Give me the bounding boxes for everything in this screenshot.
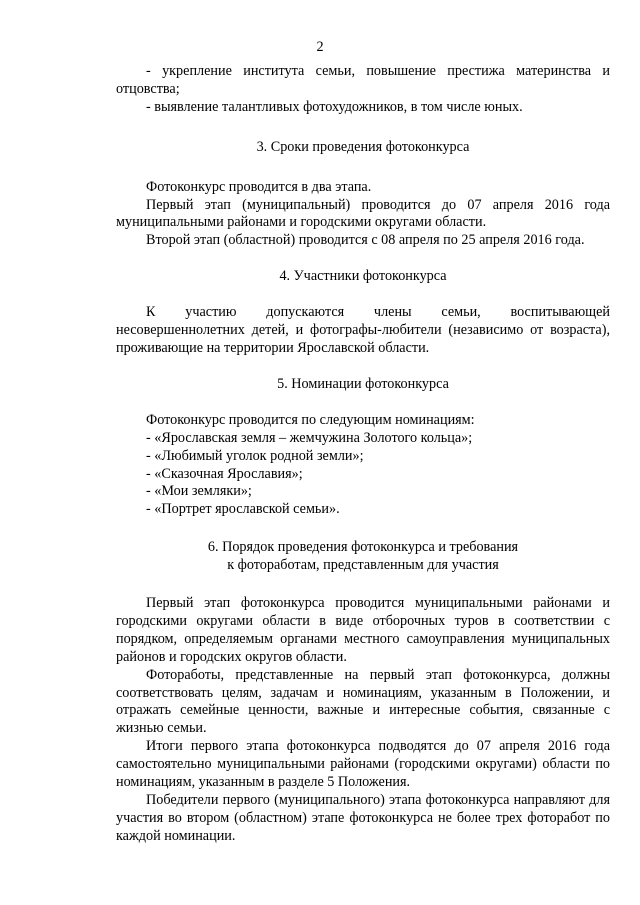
goal-item-family-institute: - укрепление института семьи, повышение престижа материнства и отцовства; [116, 63, 610, 97]
nomination-item: - «Мои земляки»; [146, 483, 252, 500]
section-3-paragraph-2: Первый этап (муниципальный) проводится до 07 апреля 2016 года муниципальными районами и городскими округами области. [116, 196, 610, 231]
page-number: 2 [316, 39, 324, 55]
section-6-heading-line-2: к фотоработам, представленным для участия [227, 557, 499, 574]
section-6-paragraph-2: Фотоработы, представленные на первый этап фотоконкурса, должны соответствовать целям, задачам и номинациям, указанным в Положении, и отражать семейные ценности, важные и интересные события, связанные с жизнью семьи. [116, 666, 610, 737]
page-content [116, 63, 610, 846]
section-5-intro: Фотоконкурс проводится по следующим номинациям: [146, 411, 475, 428]
nomination-item: - «Любимый уголок родной земли»; [146, 447, 364, 464]
section-3-paragraph-1: Фотоконкурс проводится в два этапа. [146, 178, 372, 195]
section-4-paragraph-1: К участию допускаются члены семьи, воспитывающей несовершеннолетних детей, и фотографы-любители (независимо от возраста), проживающие на территории Ярославской области. [116, 304, 610, 356]
section-6-paragraph-4: Победители первого (муниципального) этапа фотоконкурса направляют для участия во втором (областном) этапе фотоконкурса не более трех фоторабот по каждой номинации. [116, 792, 610, 844]
section-6-heading [116, 539, 610, 575]
nomination-item: - «Портрет ярославской семьи». [146, 501, 340, 518]
section-6-heading-line-1: 6. Порядок проведения фотоконкурса и требования [207, 539, 519, 556]
section-6-paragraph-3: Итоги первого этапа фотоконкурса подводятся до 07 апреля 2016 года самостоятельно муниципальными районами (городскими округами) области по номинациям, указанным в разделе 5 Положения. [116, 738, 610, 791]
section-4-heading: 4. Участники фотоконкурса [279, 268, 447, 285]
goal-item-talent: - выявление талантливых фотохудожников, в том числе юных. [146, 98, 523, 115]
section-6-paragraph-1: Первый этап фотоконкурса проводится муниципальными районами и городскими округами области в виде отборочных туров в соответствии с порядком, определяемым органами местного самоуправления муниципальных районов и городских округов области. [116, 595, 610, 665]
nomination-item: - «Ярославская земля – жемчужина Золотого кольца»; [146, 429, 473, 446]
section-3-heading: 3. Сроки проведения фотоконкурса [256, 138, 470, 155]
section-3-paragraph-3: Второй этап (областной) проводится с 08 апреля по 25 апреля 2016 года. [146, 232, 585, 249]
nomination-item: - «Сказочная Ярославия»; [146, 465, 303, 482]
section-5-heading: 5. Номинации фотоконкурса [277, 375, 449, 392]
